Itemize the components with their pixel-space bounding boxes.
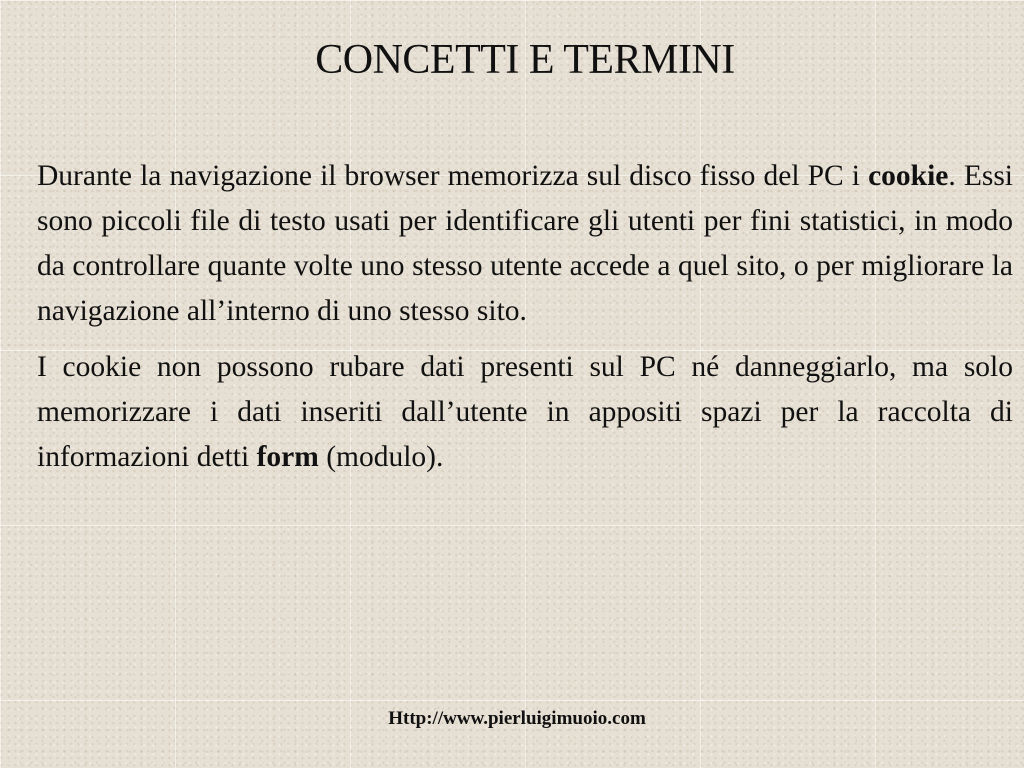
- footer-url: Http://www.pierluigimuoio.com: [388, 708, 646, 729]
- paragraph-cookies-description: [37, 154, 1013, 334]
- paragraph1-text-end: . Essi sono piccoli file di testo usati per identificare gli utenti per fini statistici, in modo da controllare quante volte uno stesso utente accede a quel sito, o per migliorare la navigazione all’interno di uno stesso sito.: [37, 160, 1013, 327]
- slide-body: [37, 154, 1013, 491]
- paragraph1-text-start: Durante la navigazione il browser memorizza sul disco fisso del PC i: [37, 160, 869, 192]
- paragraph2-text-end: (modulo).: [318, 441, 444, 473]
- form-term: form: [256, 441, 319, 473]
- cookie-term: cookie: [868, 160, 949, 192]
- paragraph2-text-start: I cookie non possono rubare dati presenti sul PC né danneggiarlo, ma solo memorizzare i dati inseriti dall’utente in appositi spazi per la raccolta di informazioni detti: [37, 351, 1013, 473]
- slide-title: CONCETTI E TERMINI: [315, 37, 735, 83]
- paragraph-cookies-safety: [37, 345, 1013, 480]
